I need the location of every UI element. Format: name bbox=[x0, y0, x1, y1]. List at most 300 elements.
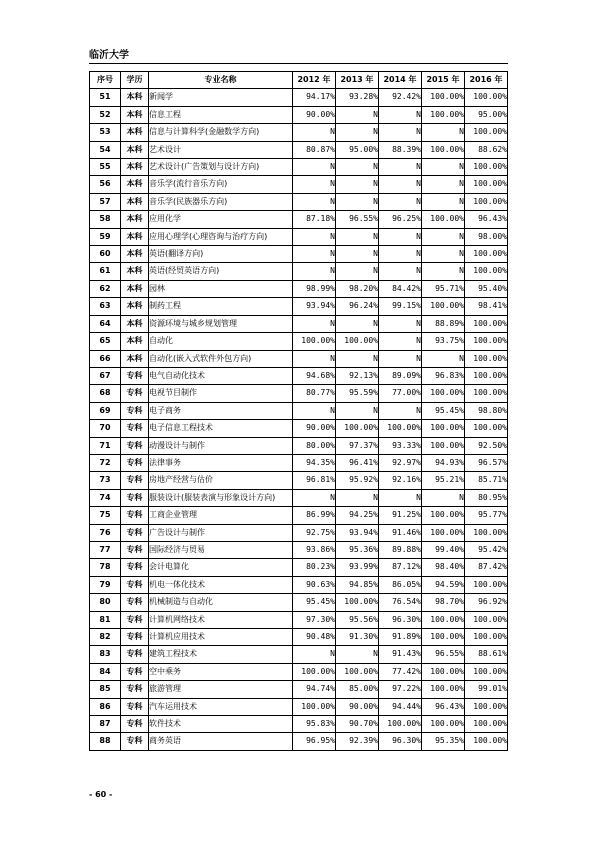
rate-cell: 91.46% bbox=[379, 524, 422, 541]
table-row bbox=[90, 211, 508, 228]
row-number-cell: 87 bbox=[90, 716, 121, 733]
rate-cell: 87.18% bbox=[293, 211, 336, 228]
table-row bbox=[90, 437, 508, 454]
rate-cell: 93.94% bbox=[336, 524, 379, 541]
rate-cell: 96.55% bbox=[422, 646, 465, 663]
education-level-cell: 本科 bbox=[121, 89, 149, 106]
rate-cell: 100.00% bbox=[422, 420, 465, 437]
rate-cell: N bbox=[336, 176, 379, 193]
row-number-cell: 56 bbox=[90, 176, 121, 193]
rate-cell: 89.09% bbox=[379, 367, 422, 384]
row-number-cell: 72 bbox=[90, 454, 121, 471]
rate-cell: 92.16% bbox=[379, 472, 422, 489]
rate-cell: 90.63% bbox=[293, 576, 336, 593]
major-name-cell: 计算机网络技术 bbox=[149, 611, 293, 628]
major-name-cell: 旅游管理 bbox=[149, 681, 293, 698]
rate-cell: 96.30% bbox=[379, 611, 422, 628]
row-number-cell: 77 bbox=[90, 541, 121, 558]
rate-cell: 77.42% bbox=[379, 663, 422, 680]
table-row bbox=[90, 106, 508, 123]
rate-cell: 88.39% bbox=[379, 141, 422, 158]
rate-cell: 92.75% bbox=[293, 524, 336, 541]
rate-cell: 100.00% bbox=[465, 576, 508, 593]
row-number-cell: 83 bbox=[90, 646, 121, 663]
rate-cell: 100.00% bbox=[336, 663, 379, 680]
row-number-cell: 59 bbox=[90, 228, 121, 245]
rate-cell: 91.89% bbox=[379, 629, 422, 646]
rate-cell: N bbox=[293, 263, 336, 280]
major-name-cell: 音乐学(民族器乐方向) bbox=[149, 193, 293, 210]
rate-cell: 100.00% bbox=[293, 333, 336, 350]
education-level-cell: 本科 bbox=[121, 263, 149, 280]
major-name-cell: 信息工程 bbox=[149, 106, 293, 123]
major-name-cell: 国际经济与贸易 bbox=[149, 541, 293, 558]
rate-cell: 100.00% bbox=[465, 420, 508, 437]
rate-cell: N bbox=[336, 193, 379, 210]
row-number-cell: 82 bbox=[90, 629, 121, 646]
rate-cell: N bbox=[379, 263, 422, 280]
column-header: 学历 bbox=[121, 72, 149, 89]
rate-cell: N bbox=[422, 159, 465, 176]
education-level-cell: 专科 bbox=[121, 576, 149, 593]
rate-cell: 96.83% bbox=[422, 367, 465, 384]
row-number-cell: 63 bbox=[90, 298, 121, 315]
rate-cell: 92.13% bbox=[336, 367, 379, 384]
rate-cell: 100.00% bbox=[422, 437, 465, 454]
row-number-cell: 78 bbox=[90, 559, 121, 576]
table-row bbox=[90, 246, 508, 263]
rate-cell: 95.45% bbox=[293, 594, 336, 611]
rate-cell: N bbox=[293, 159, 336, 176]
rate-cell: 94.74% bbox=[293, 681, 336, 698]
major-name-cell: 电气自动化技术 bbox=[149, 367, 293, 384]
rate-cell: N bbox=[336, 263, 379, 280]
row-number-cell: 54 bbox=[90, 141, 121, 158]
row-number-cell: 55 bbox=[90, 159, 121, 176]
rate-cell: 100.00% bbox=[465, 629, 508, 646]
rate-cell: 95.56% bbox=[336, 611, 379, 628]
rate-cell: 94.35% bbox=[293, 454, 336, 471]
education-level-cell: 专科 bbox=[121, 646, 149, 663]
row-number-cell: 60 bbox=[90, 246, 121, 263]
rate-cell: 100.00% bbox=[422, 385, 465, 402]
rate-cell: N bbox=[422, 263, 465, 280]
table-row bbox=[90, 280, 508, 297]
major-name-cell: 电子信息工程技术 bbox=[149, 420, 293, 437]
table-row bbox=[90, 541, 508, 558]
rate-cell: 100.00% bbox=[336, 333, 379, 350]
rate-cell: 80.95% bbox=[465, 489, 508, 506]
rate-cell: 93.86% bbox=[293, 541, 336, 558]
rate-cell: 88.89% bbox=[422, 315, 465, 332]
rate-cell: 92.97% bbox=[379, 454, 422, 471]
row-number-cell: 86 bbox=[90, 698, 121, 715]
rate-cell: 100.00% bbox=[422, 629, 465, 646]
row-number-cell: 69 bbox=[90, 402, 121, 419]
rate-cell: 94.93% bbox=[422, 454, 465, 471]
major-name-cell: 软件技术 bbox=[149, 716, 293, 733]
major-name-cell: 艺术设计 bbox=[149, 141, 293, 158]
rate-cell: 100.00% bbox=[422, 663, 465, 680]
rate-cell: 97.30% bbox=[293, 611, 336, 628]
rate-cell: 90.00% bbox=[293, 106, 336, 123]
rate-cell: N bbox=[422, 193, 465, 210]
rate-cell: 100.00% bbox=[293, 698, 336, 715]
rate-cell: N bbox=[422, 176, 465, 193]
rate-cell: 95.42% bbox=[465, 541, 508, 558]
rate-cell: 95.40% bbox=[465, 280, 508, 297]
header-title: 临沂大学 bbox=[89, 50, 129, 61]
education-level-cell: 专科 bbox=[121, 367, 149, 384]
rate-cell: 100.00% bbox=[422, 106, 465, 123]
rate-cell: 95.21% bbox=[422, 472, 465, 489]
education-level-cell: 专科 bbox=[121, 472, 149, 489]
rate-cell: 100.00% bbox=[465, 367, 508, 384]
education-level-cell: 本科 bbox=[121, 176, 149, 193]
rate-cell: 100.00% bbox=[465, 524, 508, 541]
rate-cell: 96.55% bbox=[336, 211, 379, 228]
rate-cell: 93.33% bbox=[379, 437, 422, 454]
rate-cell: 100.00% bbox=[422, 681, 465, 698]
major-name-cell: 工商企业管理 bbox=[149, 507, 293, 524]
education-level-cell: 专科 bbox=[121, 420, 149, 437]
table-row bbox=[90, 124, 508, 141]
rate-cell: N bbox=[293, 176, 336, 193]
rate-cell: 100.00% bbox=[422, 524, 465, 541]
education-level-cell: 本科 bbox=[121, 193, 149, 210]
rate-cell: N bbox=[293, 124, 336, 141]
rate-cell: N bbox=[336, 315, 379, 332]
column-header: 序号 bbox=[90, 72, 121, 89]
rate-cell: 100.00% bbox=[422, 298, 465, 315]
rate-cell: 100.00% bbox=[465, 333, 508, 350]
education-level-cell: 专科 bbox=[121, 733, 149, 750]
major-name-cell: 应用化学 bbox=[149, 211, 293, 228]
rate-cell: N bbox=[379, 350, 422, 367]
major-name-cell: 制药工程 bbox=[149, 298, 293, 315]
table-row bbox=[90, 646, 508, 663]
rate-cell: 95.00% bbox=[465, 106, 508, 123]
table-row bbox=[90, 315, 508, 332]
rate-cell: 80.87% bbox=[293, 141, 336, 158]
education-level-cell: 本科 bbox=[121, 333, 149, 350]
major-name-cell: 计算机应用技术 bbox=[149, 629, 293, 646]
rate-cell: 96.30% bbox=[379, 733, 422, 750]
rate-cell: 93.94% bbox=[293, 298, 336, 315]
rate-cell: 100.00% bbox=[465, 733, 508, 750]
rate-cell: 98.70% bbox=[422, 594, 465, 611]
education-level-cell: 专科 bbox=[121, 541, 149, 558]
rate-cell: 99.15% bbox=[379, 298, 422, 315]
column-header: 2014 年 bbox=[379, 72, 422, 89]
rate-cell: 100.00% bbox=[465, 385, 508, 402]
table-row bbox=[90, 263, 508, 280]
rate-cell: N bbox=[422, 350, 465, 367]
rate-cell: 100.00% bbox=[465, 716, 508, 733]
rate-cell: 95.92% bbox=[336, 472, 379, 489]
rate-cell: 94.85% bbox=[336, 576, 379, 593]
rate-cell: 100.00% bbox=[336, 420, 379, 437]
rate-cell: N bbox=[293, 402, 336, 419]
rate-cell: 92.50% bbox=[465, 437, 508, 454]
rate-cell: 90.00% bbox=[293, 420, 336, 437]
rate-cell: 90.70% bbox=[336, 716, 379, 733]
education-level-cell: 专科 bbox=[121, 524, 149, 541]
row-number-cell: 84 bbox=[90, 663, 121, 680]
education-level-cell: 专科 bbox=[121, 663, 149, 680]
table-row bbox=[90, 385, 508, 402]
row-number-cell: 88 bbox=[90, 733, 121, 750]
column-header: 2015 年 bbox=[422, 72, 465, 89]
education-level-cell: 本科 bbox=[121, 280, 149, 297]
rate-cell: 100.00% bbox=[465, 124, 508, 141]
rate-cell: N bbox=[336, 246, 379, 263]
row-number-cell: 70 bbox=[90, 420, 121, 437]
major-name-cell: 汽车运用技术 bbox=[149, 698, 293, 715]
rate-cell: 94.68% bbox=[293, 367, 336, 384]
rate-cell: N bbox=[422, 246, 465, 263]
rate-cell: 100.00% bbox=[465, 611, 508, 628]
table-row bbox=[90, 681, 508, 698]
education-level-cell: 专科 bbox=[121, 489, 149, 506]
table-row bbox=[90, 629, 508, 646]
row-number-cell: 80 bbox=[90, 594, 121, 611]
table-header-row bbox=[90, 72, 508, 89]
rate-cell: 95.36% bbox=[336, 541, 379, 558]
rate-cell: 94.17% bbox=[293, 89, 336, 106]
table-row bbox=[90, 141, 508, 158]
table-row bbox=[90, 350, 508, 367]
rate-cell: 85.00% bbox=[336, 681, 379, 698]
rate-cell: 90.00% bbox=[336, 698, 379, 715]
major-name-cell: 动漫设计与制作 bbox=[149, 437, 293, 454]
row-number-cell: 68 bbox=[90, 385, 121, 402]
major-name-cell: 音乐学(流行音乐方向) bbox=[149, 176, 293, 193]
rate-cell: N bbox=[336, 646, 379, 663]
rate-cell: 98.41% bbox=[465, 298, 508, 315]
rate-cell: N bbox=[379, 333, 422, 350]
row-number-cell: 73 bbox=[90, 472, 121, 489]
rate-cell: 99.40% bbox=[422, 541, 465, 558]
rate-cell: 85.71% bbox=[465, 472, 508, 489]
rate-cell: 96.24% bbox=[336, 298, 379, 315]
rate-cell: 98.20% bbox=[336, 280, 379, 297]
rate-cell: 98.80% bbox=[465, 402, 508, 419]
rate-cell: 86.05% bbox=[379, 576, 422, 593]
rate-cell: 95.71% bbox=[422, 280, 465, 297]
rate-cell: 98.99% bbox=[293, 280, 336, 297]
employment-rate-table bbox=[89, 71, 508, 751]
table-row bbox=[90, 716, 508, 733]
table-row bbox=[90, 489, 508, 506]
rate-cell: 91.43% bbox=[379, 646, 422, 663]
rate-cell: 77.00% bbox=[379, 385, 422, 402]
rate-cell: 100.00% bbox=[422, 211, 465, 228]
row-number-cell: 58 bbox=[90, 211, 121, 228]
table-row bbox=[90, 298, 508, 315]
rate-cell: 96.95% bbox=[293, 733, 336, 750]
rate-cell: 96.43% bbox=[465, 211, 508, 228]
education-level-cell: 专科 bbox=[121, 454, 149, 471]
rate-cell: N bbox=[336, 402, 379, 419]
rate-cell: 100.00% bbox=[422, 716, 465, 733]
major-name-cell: 资源环境与城乡规划管理 bbox=[149, 315, 293, 332]
row-number-cell: 75 bbox=[90, 507, 121, 524]
major-name-cell: 园林 bbox=[149, 280, 293, 297]
rate-cell: 95.45% bbox=[422, 402, 465, 419]
rate-cell: 87.12% bbox=[379, 559, 422, 576]
row-number-cell: 57 bbox=[90, 193, 121, 210]
rate-cell: N bbox=[293, 193, 336, 210]
rate-cell: N bbox=[293, 646, 336, 663]
rate-cell: 97.22% bbox=[379, 681, 422, 698]
table-row bbox=[90, 576, 508, 593]
row-number-cell: 53 bbox=[90, 124, 121, 141]
rate-cell: 100.00% bbox=[293, 663, 336, 680]
major-name-cell: 空中乘务 bbox=[149, 663, 293, 680]
rate-cell: 100.00% bbox=[465, 176, 508, 193]
rate-cell: 97.37% bbox=[336, 437, 379, 454]
table-row bbox=[90, 559, 508, 576]
column-header: 2013 年 bbox=[336, 72, 379, 89]
major-name-cell: 房地产经营与估价 bbox=[149, 472, 293, 489]
table-row bbox=[90, 611, 508, 628]
education-level-cell: 专科 bbox=[121, 716, 149, 733]
rate-cell: 93.99% bbox=[336, 559, 379, 576]
rate-cell: 100.00% bbox=[465, 193, 508, 210]
column-header: 2016 年 bbox=[465, 72, 508, 89]
education-level-cell: 本科 bbox=[121, 141, 149, 158]
rate-cell: 100.00% bbox=[422, 141, 465, 158]
rate-cell: N bbox=[336, 124, 379, 141]
rate-cell: N bbox=[379, 228, 422, 245]
rate-cell: N bbox=[379, 489, 422, 506]
rate-cell: 100.00% bbox=[465, 89, 508, 106]
rate-cell: N bbox=[336, 159, 379, 176]
rate-cell: N bbox=[379, 193, 422, 210]
row-number-cell: 67 bbox=[90, 367, 121, 384]
row-number-cell: 64 bbox=[90, 315, 121, 332]
major-name-cell: 法律事务 bbox=[149, 454, 293, 471]
rate-cell: 100.00% bbox=[465, 159, 508, 176]
rate-cell: 96.92% bbox=[465, 594, 508, 611]
rate-cell: 100.00% bbox=[465, 263, 508, 280]
education-level-cell: 专科 bbox=[121, 629, 149, 646]
rate-cell: N bbox=[379, 106, 422, 123]
rate-cell: N bbox=[293, 489, 336, 506]
major-name-cell: 英语(翻译方向) bbox=[149, 246, 293, 263]
rate-cell: 95.59% bbox=[336, 385, 379, 402]
table-row bbox=[90, 663, 508, 680]
major-name-cell: 应用心理学(心理咨询与治疗方向) bbox=[149, 228, 293, 245]
major-name-cell: 机电一体化技术 bbox=[149, 576, 293, 593]
rate-cell: N bbox=[379, 402, 422, 419]
rate-cell: 94.59% bbox=[422, 576, 465, 593]
rate-cell: 80.00% bbox=[293, 437, 336, 454]
row-number-cell: 71 bbox=[90, 437, 121, 454]
rate-cell: N bbox=[379, 124, 422, 141]
education-level-cell: 本科 bbox=[121, 246, 149, 263]
table-row bbox=[90, 733, 508, 750]
rate-cell: 91.25% bbox=[379, 507, 422, 524]
rate-cell: 100.00% bbox=[379, 420, 422, 437]
rate-cell: N bbox=[379, 315, 422, 332]
column-header: 专业名称 bbox=[149, 72, 293, 89]
major-name-cell: 英语(经贸英语方向) bbox=[149, 263, 293, 280]
education-level-cell: 专科 bbox=[121, 611, 149, 628]
rate-cell: 100.00% bbox=[422, 89, 465, 106]
education-level-cell: 专科 bbox=[121, 559, 149, 576]
rate-cell: 98.40% bbox=[422, 559, 465, 576]
table-row bbox=[90, 420, 508, 437]
row-number-cell: 74 bbox=[90, 489, 121, 506]
education-level-cell: 本科 bbox=[121, 106, 149, 123]
rate-cell: 99.01% bbox=[465, 681, 508, 698]
rate-cell: 100.00% bbox=[465, 315, 508, 332]
rate-cell: 100.00% bbox=[465, 246, 508, 263]
table-row bbox=[90, 367, 508, 384]
major-name-cell: 会计电算化 bbox=[149, 559, 293, 576]
rate-cell: N bbox=[293, 350, 336, 367]
education-level-cell: 本科 bbox=[121, 211, 149, 228]
rate-cell: N bbox=[422, 489, 465, 506]
rate-cell: 90.48% bbox=[293, 629, 336, 646]
rate-cell: 88.61% bbox=[465, 646, 508, 663]
education-level-cell: 专科 bbox=[121, 385, 149, 402]
table-row bbox=[90, 594, 508, 611]
row-number-cell: 81 bbox=[90, 611, 121, 628]
major-name-cell: 机械制造与自动化 bbox=[149, 594, 293, 611]
table-row bbox=[90, 89, 508, 106]
row-number-cell: 61 bbox=[90, 263, 121, 280]
rate-cell: 92.42% bbox=[379, 89, 422, 106]
rate-cell: 100.00% bbox=[336, 594, 379, 611]
row-number-cell: 79 bbox=[90, 576, 121, 593]
rate-cell: N bbox=[422, 124, 465, 141]
major-name-cell: 自动化(嵌入式软件外包方向) bbox=[149, 350, 293, 367]
rate-cell: 87.42% bbox=[465, 559, 508, 576]
rate-cell: 80.77% bbox=[293, 385, 336, 402]
rate-cell: 95.77% bbox=[465, 507, 508, 524]
education-level-cell: 专科 bbox=[121, 507, 149, 524]
rate-cell: N bbox=[336, 106, 379, 123]
education-level-cell: 本科 bbox=[121, 350, 149, 367]
rate-cell: 92.39% bbox=[336, 733, 379, 750]
rate-cell: 88.62% bbox=[465, 141, 508, 158]
row-number-cell: 85 bbox=[90, 681, 121, 698]
major-name-cell: 艺术设计(广告策划与设计方向) bbox=[149, 159, 293, 176]
rate-cell: 91.30% bbox=[336, 629, 379, 646]
table-row bbox=[90, 507, 508, 524]
education-level-cell: 专科 bbox=[121, 698, 149, 715]
rate-cell: 84.42% bbox=[379, 280, 422, 297]
rate-cell: 100.00% bbox=[422, 507, 465, 524]
education-level-cell: 本科 bbox=[121, 315, 149, 332]
header-rule bbox=[89, 63, 508, 64]
column-header: 2012 年 bbox=[293, 72, 336, 89]
table-row bbox=[90, 524, 508, 541]
table-row bbox=[90, 159, 508, 176]
row-number-cell: 62 bbox=[90, 280, 121, 297]
rate-cell: 100.00% bbox=[465, 698, 508, 715]
row-number-cell: 76 bbox=[90, 524, 121, 541]
major-name-cell: 建筑工程技术 bbox=[149, 646, 293, 663]
table-row bbox=[90, 698, 508, 715]
table-row bbox=[90, 333, 508, 350]
rate-cell: 76.54% bbox=[379, 594, 422, 611]
rate-cell: 100.00% bbox=[465, 663, 508, 680]
rate-cell: N bbox=[336, 350, 379, 367]
